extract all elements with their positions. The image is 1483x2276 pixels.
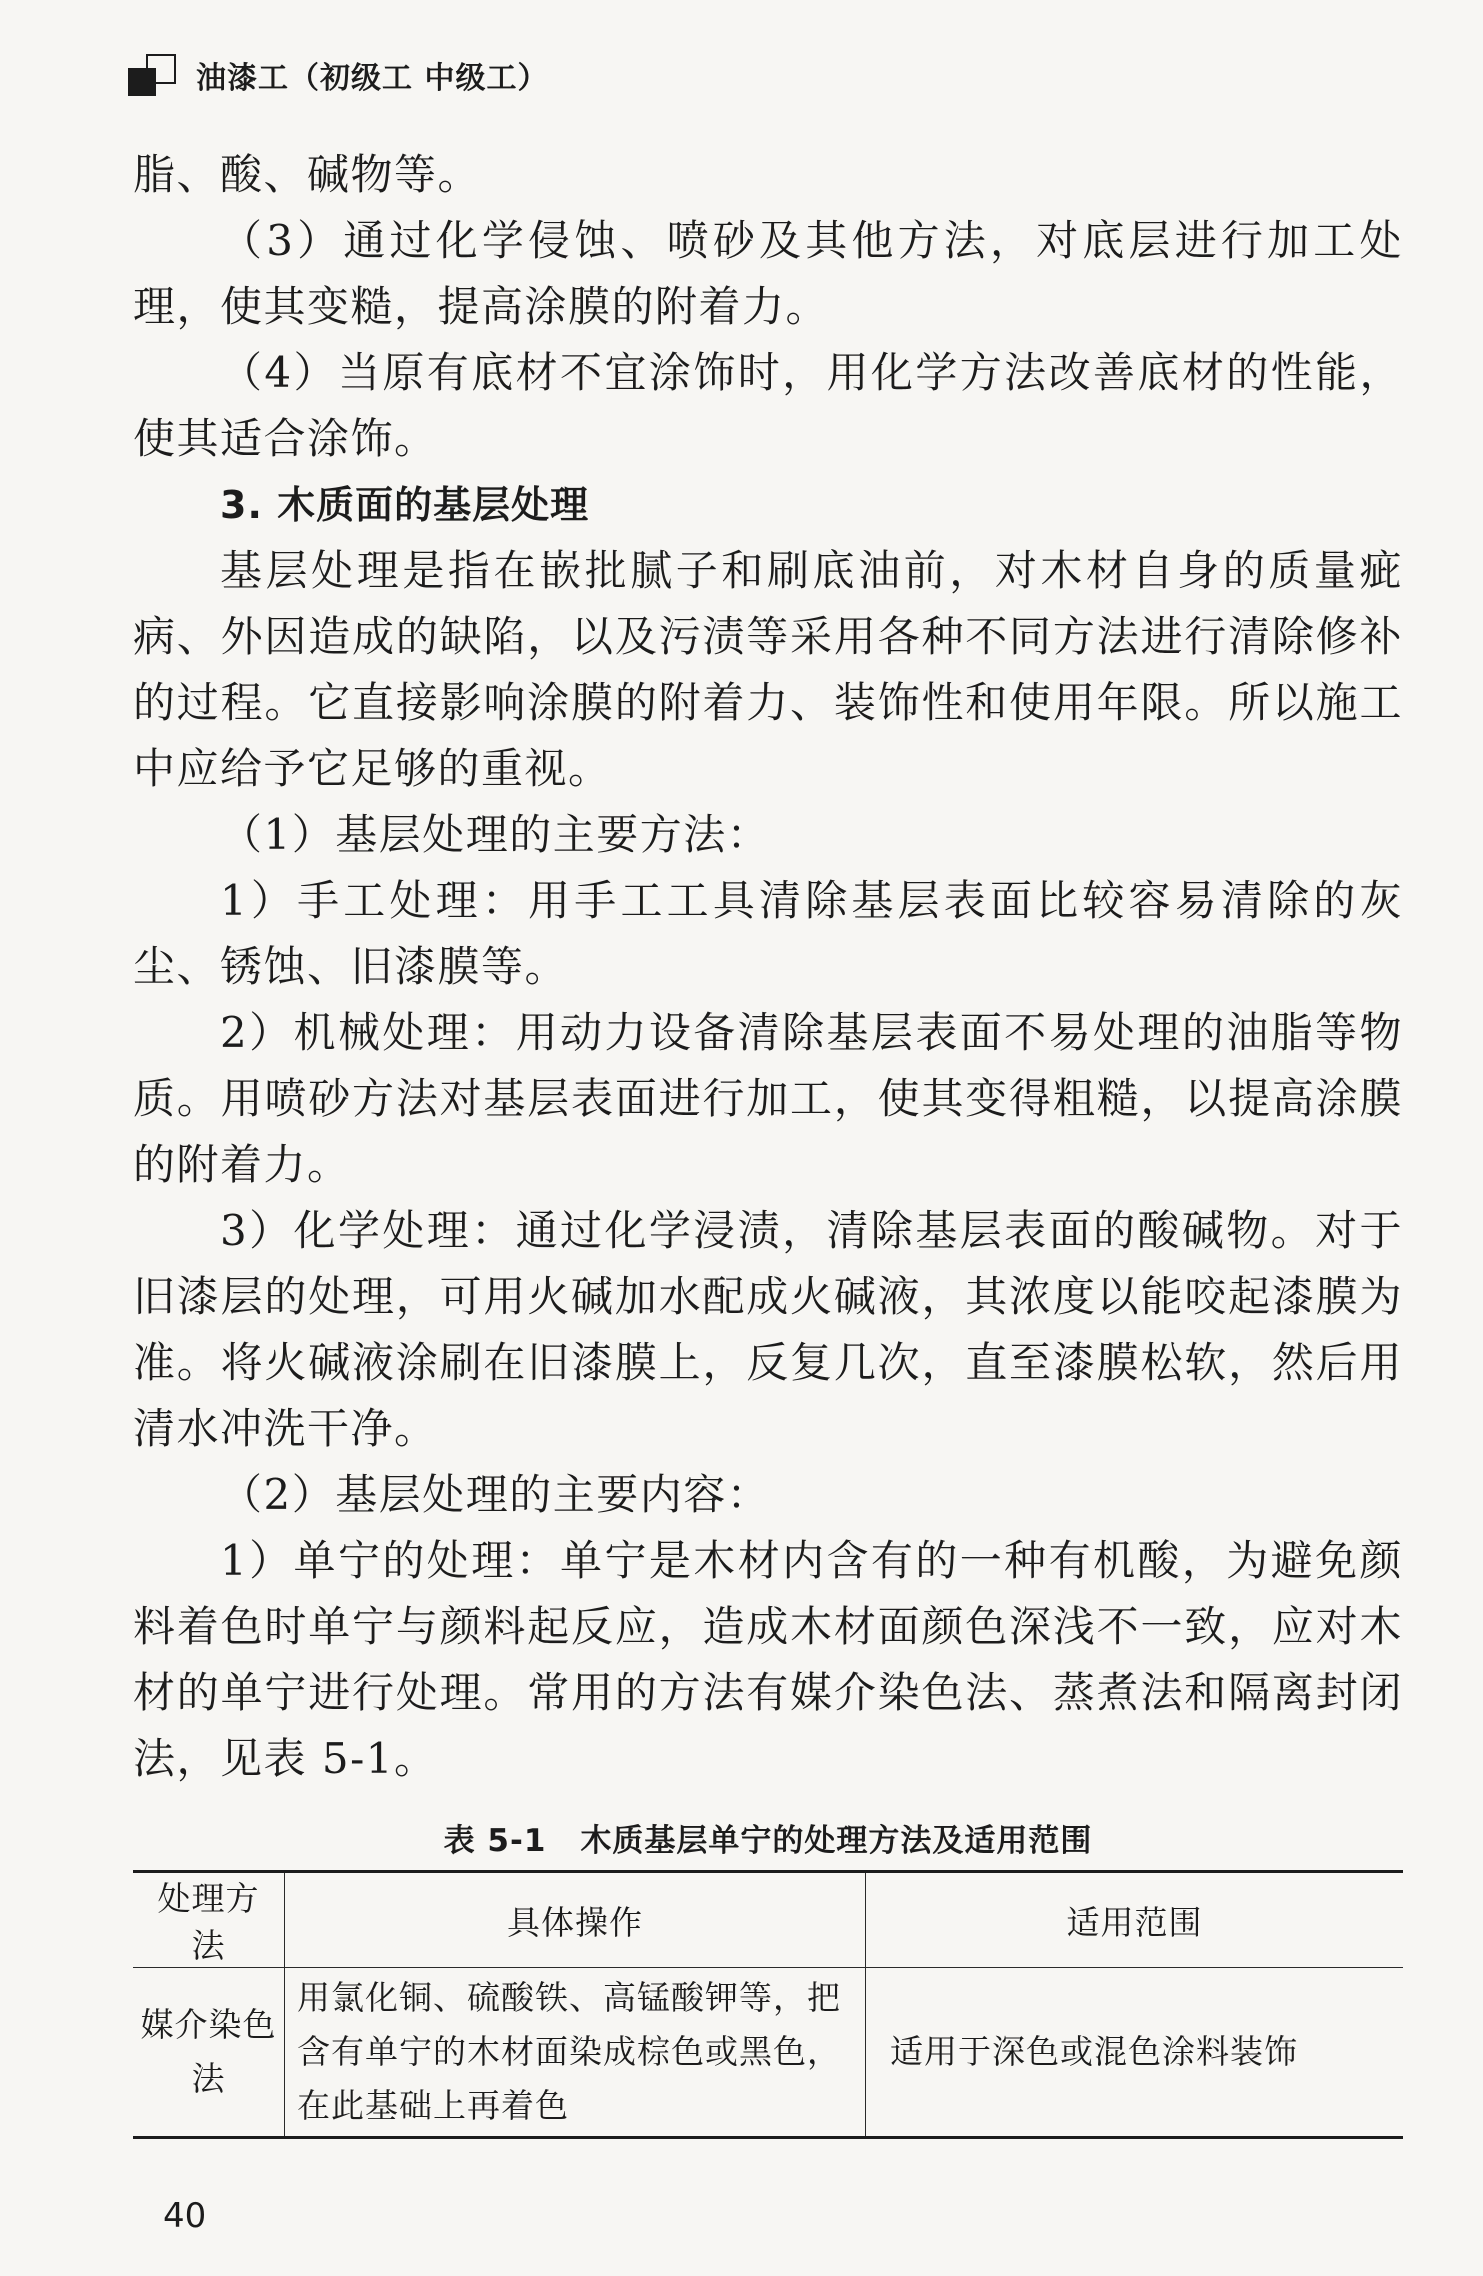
cell-method: 媒介染色法 xyxy=(140,2005,277,2098)
table-caption-number: 表 5-1 xyxy=(443,1823,547,1859)
header-square-icon xyxy=(128,52,174,98)
paragraph: 1）手工处理：用手工工具清除基层表面比较容易清除的灰尘、锈蚀、旧漆膜等。 xyxy=(133,876,1403,991)
cell-operation: 用氯化铜、硫酸铁、高锰酸钾等，把含有单宁的木材面染成棕色或黑色，在此基础上再着色 xyxy=(285,1968,866,2138)
paragraph: （2）基层处理的主要内容： xyxy=(220,1470,771,1519)
running-header xyxy=(128,52,548,98)
table-caption xyxy=(133,1815,1403,1860)
paragraph: 2）机械处理：用动力设备清除基层表面不易处理的油脂等物质。用喷砂方法对基层表面进行加工，使其变得粗糙，以提高涂膜的附着力。 xyxy=(133,1008,1403,1189)
table-row xyxy=(133,1968,1403,2138)
table-header-row xyxy=(133,1872,1403,1968)
paragraph: 1）单宁的处理：单宁是木材内含有的一种有机酸，为避免颜料着色时单宁与颜料起反应，造成木材面颜色深浅不一致，应对木材的单宁进行处理。常用的方法有媒介染色法、蒸煮法和隔离封闭法，见表 5-1。 xyxy=(133,1536,1403,1783)
paragraph: （3）通过化学侵蚀、喷砂及其他方法，对底层进行加工处理，使其变糙，提高涂膜的附着力。 xyxy=(133,216,1403,331)
header-title: 油漆工（初级工 中级工） xyxy=(196,61,549,96)
paragraph: （4）当原有底材不宜涂饰时，用化学方法改善底材的性能，使其适合涂饰。 xyxy=(133,348,1403,463)
paragraph: 基层处理是指在嵌批腻子和刷底油前，对木材自身的质量疵病、外因造成的缺陷，以及污渍等采用各种不同方法进行清除修补的过程。它直接影响涂膜的附着力、装饰性和使用年限。所以施工中应给予它足够的重视。 xyxy=(133,546,1403,793)
table-caption-title: 木质基层单宁的处理方法及适用范围 xyxy=(580,1823,1093,1859)
body-text xyxy=(133,142,1403,1792)
column-header-method: 处理方法 xyxy=(157,1879,260,1965)
paragraph: （1）基层处理的主要方法： xyxy=(220,810,771,859)
column-header-operation: 具体操作 xyxy=(285,1872,866,1968)
paragraph: 3）化学处理：通过化学浸渍，清除基层表面的酸碱物。对于旧漆层的处理，可用火碱加水配成火碱液，其浓度以能咬起漆膜为准。将火碱液涂刷在旧漆膜上，反复几次，直至漆膜松软，然后用清水冲洗干净。 xyxy=(133,1206,1403,1453)
cell-scope: 适用于深色或混色涂料装饰 xyxy=(866,1968,1404,2138)
section-heading: 3. 木质面的基层处理 xyxy=(220,483,590,527)
paragraph: 脂、酸、碱物等。 xyxy=(133,150,482,199)
page-number: 40 xyxy=(163,2196,207,2236)
tannin-treatment-table xyxy=(133,1870,1403,2139)
column-header-scope: 适用范围 xyxy=(866,1872,1404,1968)
